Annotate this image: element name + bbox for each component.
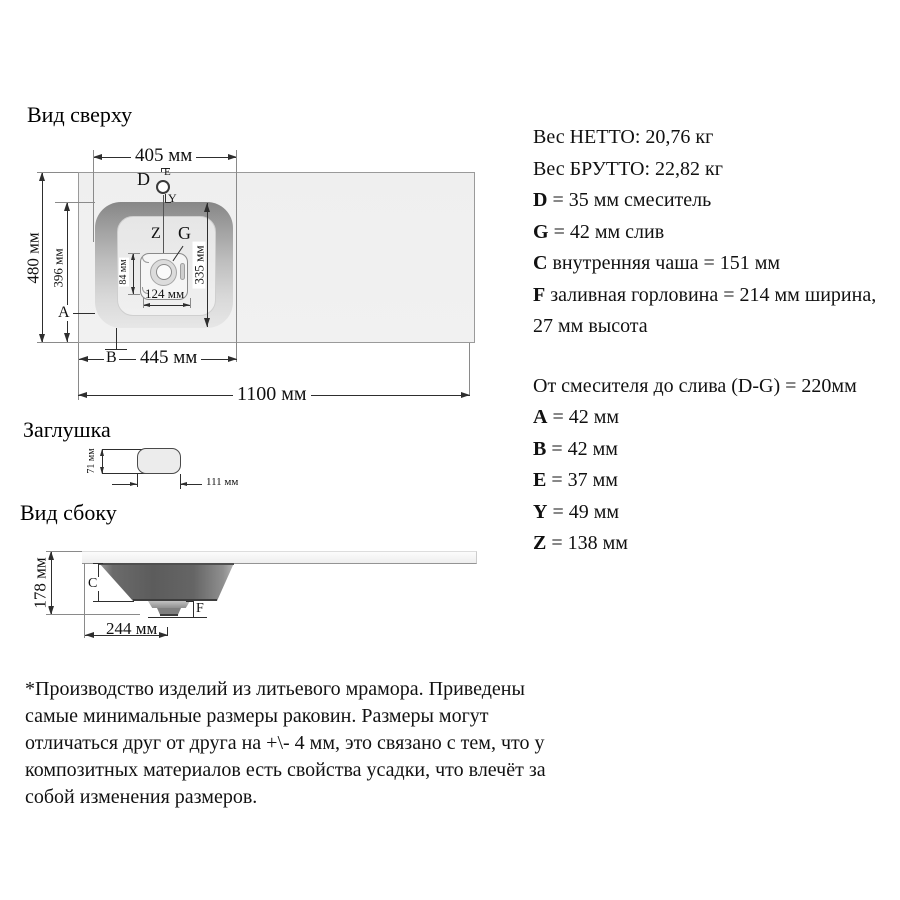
arrow-up — [204, 203, 210, 212]
label-g: G — [178, 223, 191, 243]
arrow-left — [79, 356, 88, 362]
arrow-right — [461, 392, 470, 398]
spec-line — [533, 185, 876, 217]
spec-key: G — [533, 220, 549, 243]
arrow-right — [228, 356, 237, 362]
spec-text: Вес БРУТТО: 22,82 кг — [533, 157, 723, 180]
spec-text: = 42 мм слив — [548, 220, 665, 243]
spec-key: Z — [533, 532, 547, 554]
extension-line — [128, 253, 140, 254]
drain-bottom-edge — [160, 614, 178, 616]
label-z: Z — [151, 225, 161, 242]
label-c: C — [88, 576, 98, 591]
label-a: A — [58, 304, 70, 321]
footnote-line: композитных материалов есть свойства усадки, что влечёт за — [25, 759, 546, 781]
arrow-up — [64, 202, 70, 211]
f-bracket-line — [193, 601, 194, 617]
spec-text: = 35 мм смеситель — [547, 189, 712, 211]
arrow-right — [183, 303, 190, 307]
footnote-line: самые минимальные размеры раковин. Размеры могут — [25, 705, 489, 727]
spec-key: B — [533, 437, 547, 460]
spec-line — [533, 122, 876, 154]
extension-line — [37, 172, 78, 173]
spec-line — [533, 154, 876, 186]
spec-text: = 42 мм — [546, 437, 618, 460]
spec-text: = 138 мм — [546, 532, 628, 554]
spec-text: заливная горловина = 214 мм ширина, — [545, 283, 877, 306]
arrow-up — [100, 449, 104, 456]
overflow-slot — [180, 263, 185, 280]
spec-text: = 49 мм — [547, 500, 620, 523]
spec-key: Y — [533, 500, 548, 523]
extension-line — [55, 202, 95, 203]
drain-fitting-upper — [148, 601, 190, 608]
dim-label-335: 335 мм — [193, 241, 206, 288]
spec-line — [533, 434, 876, 466]
top-view-title: Вид сверху — [27, 102, 133, 127]
spec-key: F — [533, 283, 546, 306]
extension-line — [143, 298, 144, 308]
footnote-line: собой изменения размеров. — [25, 786, 258, 808]
plug-shape — [137, 448, 181, 474]
side-view-title: Вид сбоку — [20, 500, 117, 525]
spec-line — [533, 528, 876, 560]
spec-text: = 37 мм — [546, 469, 618, 491]
spec-line — [533, 497, 876, 529]
spec-key: C — [533, 252, 548, 274]
arrow-up — [39, 172, 45, 181]
dim-label-396: 396 мм — [52, 244, 65, 291]
dim-label-111: 111 мм — [206, 476, 239, 488]
b-tick-line — [116, 328, 117, 349]
e-tick — [161, 168, 162, 172]
arrow-left — [93, 154, 102, 160]
dim-label-84: 84 мм — [118, 259, 129, 285]
label-d: D — [137, 169, 150, 189]
spec-line — [533, 217, 876, 249]
center-line — [163, 195, 164, 258]
spec-text: внутренняя чаша = 151 мм — [547, 252, 781, 274]
arrow-up — [131, 253, 135, 260]
drain-hole-inner — [156, 264, 172, 280]
extension-line — [84, 563, 85, 638]
dim-line-396 — [67, 202, 68, 342]
spec-key: D — [533, 189, 548, 211]
dim-label-244: 244 мм — [106, 619, 158, 638]
c-bracket-line — [93, 601, 134, 602]
spec-text: 27 мм высота — [533, 315, 648, 337]
arrow-left — [85, 632, 94, 638]
arrow-left — [78, 392, 87, 398]
extension-line — [236, 150, 237, 362]
spec-line — [533, 311, 876, 343]
dim-label-1100: 1100 мм — [233, 384, 311, 404]
spec-line — [533, 248, 876, 280]
spec-line — [533, 371, 876, 403]
spec-text: = 42 мм — [547, 406, 620, 428]
extension-tick — [167, 627, 168, 635]
label-f: F — [196, 601, 204, 616]
spec-text: Вес НЕТТО: 20,76 кг — [533, 126, 714, 148]
arrow-down — [204, 318, 210, 327]
f-bracket-tick — [186, 601, 193, 602]
extension-line — [137, 473, 138, 487]
extension-line — [46, 614, 140, 615]
spec-line — [533, 280, 876, 312]
arrow-down — [131, 287, 135, 294]
f-reference-line — [148, 617, 207, 618]
arrow-left — [143, 303, 150, 307]
spec-gap — [533, 343, 876, 371]
label-b: B — [106, 349, 117, 366]
extension-line — [469, 343, 470, 396]
bowl-bottom-edge — [133, 599, 217, 601]
arrow-down — [100, 467, 104, 474]
c-bracket-tick — [93, 563, 103, 564]
extension-line — [93, 150, 94, 242]
spec-key: E — [533, 469, 547, 491]
dim-label-480: 480 мм — [25, 228, 42, 287]
spec-key: A — [533, 406, 548, 428]
plug-title: Заглушка — [23, 417, 111, 442]
footnote-line: *Производство изделий из литьевого мрамора. Приведены — [25, 678, 525, 700]
bowl-top-shadow — [99, 563, 234, 565]
spec-list — [533, 122, 876, 560]
plug-outline — [102, 473, 148, 474]
arrow-right — [130, 482, 137, 486]
dim-line-335 — [207, 203, 208, 327]
arrow-down — [64, 333, 70, 342]
dim-label-405: 405 мм — [131, 146, 196, 165]
extension-line — [190, 298, 191, 308]
dim-label-445: 445 мм — [136, 348, 201, 367]
dim-label-124: 124 мм — [145, 286, 185, 301]
spec-line — [533, 465, 876, 497]
extension-line — [128, 294, 140, 295]
a-tick-line — [73, 313, 95, 314]
extension-line — [46, 551, 82, 552]
label-y: Y — [168, 191, 177, 205]
arrow-left — [180, 482, 187, 486]
extension-line — [37, 342, 78, 343]
label-e: E — [164, 166, 171, 178]
dim-label-71: 71 мм — [86, 448, 97, 474]
sink-bowl-side-view — [99, 563, 234, 601]
spec-line — [533, 402, 876, 434]
footnote-line: отличаться друг от друга на +\- 4 мм, это связано с тем, что у — [25, 732, 545, 754]
spec-text: От смесителя до слива (D-G) = 220мм — [533, 374, 857, 397]
dim-label-178: 178 мм — [32, 553, 49, 612]
footnote — [25, 676, 546, 811]
